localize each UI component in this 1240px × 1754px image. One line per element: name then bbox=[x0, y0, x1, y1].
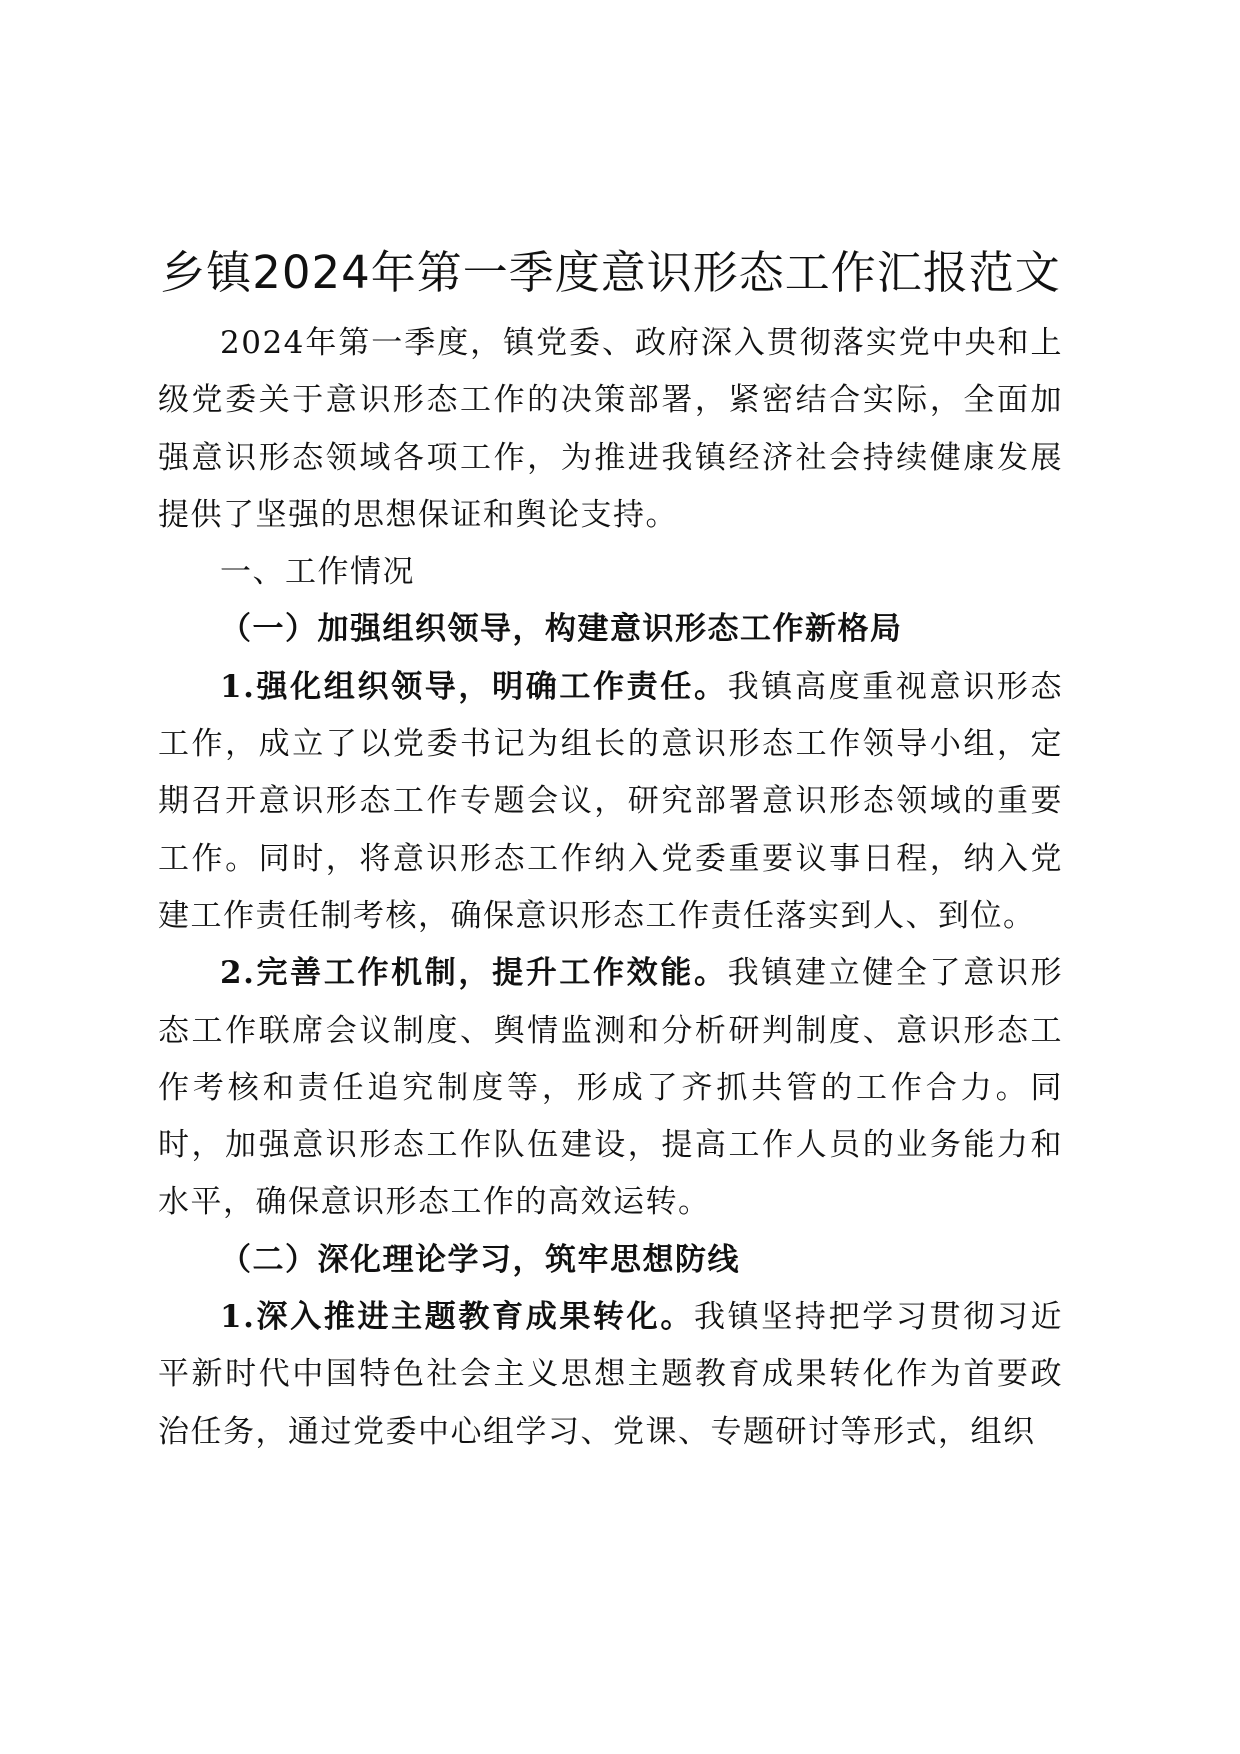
document-body bbox=[158, 243, 1063, 1461]
paragraph-2-1 bbox=[158, 1289, 1063, 1461]
paragraph-1-1 bbox=[158, 659, 1063, 945]
subsection-heading-organization: （一）加强组织领导，构建意识形态工作新格局 bbox=[220, 611, 903, 648]
paragraph-text: 我镇坚持把学习贯彻习近平新时代中国特色社会主义思想主题教育成果转化作为首要政治任务，通过党委中心组学习、党课、专题研讨等形式，组织 bbox=[158, 1299, 1063, 1450]
paragraph-lead: 1.深入推进主题教育成果转化。 bbox=[220, 1299, 694, 1336]
paragraph-1-2 bbox=[158, 945, 1063, 1231]
document-title: 乡镇2024年第一季度意识形态工作汇报范文 bbox=[160, 246, 1061, 299]
paragraph-lead: 2.完善工作机制，提升工作效能。 bbox=[220, 955, 728, 992]
subsection-heading-theory-study: （二）深化理论学习，筑牢思想防线 bbox=[220, 1241, 740, 1278]
section-heading-work-status: 一、工作情况 bbox=[220, 554, 415, 591]
paragraph-lead: 1.强化组织领导，明确工作责任。 bbox=[220, 668, 728, 705]
intro-paragraph: 2024年第一季度，镇党委、政府深入贯彻落实党中央和上级党委关于意识形态工作的决策部署，紧密结合实际，全面加强意识形态领域各项工作，为推进我镇经济社会持续健康发展提供了坚强的思想保证和舆论支持。 bbox=[158, 325, 1063, 533]
paragraph-text: 我镇建立健全了意识形态工作联席会议制度、舆情监测和分析研判制度、意识形态工作考核和责任追究制度等，形成了齐抓共管的工作合力。同时，加强意识形态工作队伍建设，提高工作人员的业务能力和水平，确保意识形态工作的高效运转。 bbox=[158, 955, 1063, 1221]
paragraph-text: 我镇高度重视意识形态工作，成立了以党委书记为组长的意识形态工作领导小组，定期召开意识形态工作专题会议，研究部署意识形态领域的重要工作。同时，将意识形态工作纳入党委重要议事日程，纳入党建工作责任制考核，确保意识形态工作责任落实到人、到位。 bbox=[158, 668, 1063, 934]
